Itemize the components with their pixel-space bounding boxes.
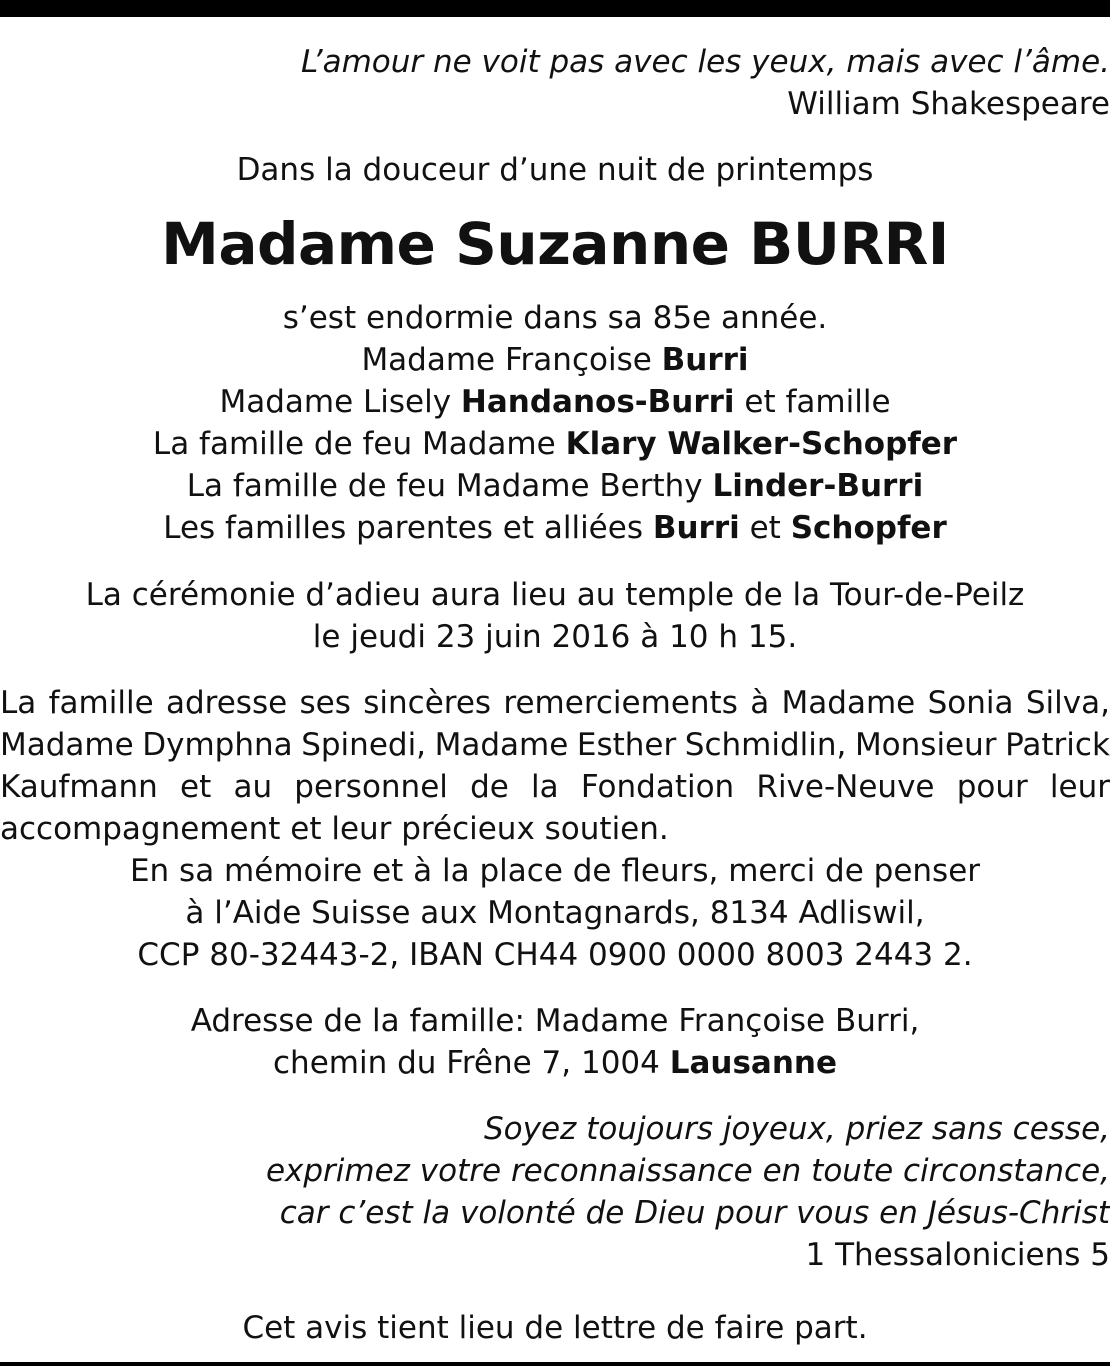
family-line bbox=[0, 466, 1110, 506]
bottom-border-rule bbox=[0, 1362, 1110, 1366]
address-city: Lausanne bbox=[669, 1045, 837, 1081]
deceased-name: Madame Suzanne BURRI bbox=[161, 210, 949, 278]
thanks-word: Schmidlin, bbox=[684, 727, 847, 763]
thanks-line-2 bbox=[0, 725, 1110, 765]
thanks-word: personnel bbox=[294, 769, 448, 805]
verse-line-1: Soyez toujours joyeux, priez sans cesse, bbox=[483, 1111, 1110, 1147]
thanks-word: de bbox=[470, 769, 509, 805]
family-prefix: Madame Françoise bbox=[361, 342, 662, 378]
thanks-word: pour bbox=[956, 769, 1028, 805]
thanks-word: Fondation bbox=[580, 769, 735, 805]
thanks-word: au bbox=[233, 769, 273, 805]
thanks-word: leur bbox=[1049, 769, 1110, 805]
thanks-word: Dymphna bbox=[142, 727, 293, 763]
thanks-line-3 bbox=[0, 767, 1110, 807]
thanks-word: La bbox=[0, 685, 37, 721]
thanks-word: Madame bbox=[781, 685, 916, 721]
family-prefix: La famille de feu Madame bbox=[152, 426, 566, 462]
family-line bbox=[0, 424, 1110, 464]
thanks-word: Rive-Neuve bbox=[756, 769, 935, 805]
thanks-word: Silva, bbox=[1025, 685, 1110, 721]
thanks-line-4: accompagnement et leur précieux soutien. bbox=[0, 811, 669, 847]
top-border-rule bbox=[0, 0, 1110, 17]
family-prefix: Les familles parentes et alliées bbox=[163, 510, 653, 546]
family-surname-2: Schopfer bbox=[790, 510, 947, 546]
address-line-2 bbox=[0, 1043, 1110, 1083]
quote-text: L’amour ne voit pas avec les yeux, mais avec l’âme. bbox=[301, 44, 1110, 80]
ceremony-line-1: La cérémonie d’adieu aura lieu au temple de la Tour-de-Peilz bbox=[85, 577, 1025, 613]
family-surname: Burri bbox=[652, 510, 740, 546]
age-line: s’est endormie dans sa 85e année. bbox=[282, 300, 828, 336]
thanks-word: remerciements bbox=[503, 685, 738, 721]
family-prefix: Madame Lisely bbox=[219, 384, 461, 420]
thanks-word: sincères bbox=[363, 685, 492, 721]
verse-line-2: exprimez votre reconnaissance en toute circonstance, bbox=[265, 1153, 1110, 1189]
ceremony-line-2: le jeudi 23 juin 2016 à 10 h 15. bbox=[312, 619, 798, 655]
family-surname: Klary Walker-Schopfer bbox=[565, 426, 958, 462]
thanks-word: Esther bbox=[576, 727, 677, 763]
thanks-word: et bbox=[180, 769, 212, 805]
donation-line-1: En sa mémoire et à la place de fleurs, merci de penser bbox=[129, 853, 981, 889]
family-surname: Handanos-Burri bbox=[460, 384, 735, 420]
family-surname: Linder-Burri bbox=[712, 468, 924, 504]
quote-author: William Shakespeare bbox=[787, 86, 1110, 122]
family-surname: Burri bbox=[661, 342, 749, 378]
family-line bbox=[0, 340, 1110, 380]
thanks-word: Patrick bbox=[1005, 727, 1110, 763]
family-conjunction: et bbox=[739, 510, 791, 546]
thanks-word: famille bbox=[48, 685, 154, 721]
thanks-word: Spinedi, bbox=[301, 727, 427, 763]
closing-line: Cet avis tient lieu de lettre de faire part. bbox=[242, 1310, 868, 1346]
donation-line-2: à l’Aide Suisse aux Montagnards, 8134 Adliswil, bbox=[185, 895, 925, 931]
thanks-word: à bbox=[750, 685, 770, 721]
thanks-word: Madame bbox=[0, 727, 134, 763]
verse-line-3: car c’est la volonté de Dieu pour vous en Jésus-Christ bbox=[279, 1195, 1110, 1231]
family-line bbox=[0, 382, 1110, 422]
address-line-1: Adresse de la famille: Madame Françoise Burri, bbox=[190, 1003, 920, 1039]
thanks-word: Sonia bbox=[927, 685, 1014, 721]
thanks-line-1 bbox=[0, 683, 1110, 723]
thanks-word: adresse bbox=[166, 685, 288, 721]
verse-reference: 1 Thessaloniciens 5 bbox=[805, 1237, 1110, 1273]
family-line bbox=[0, 508, 1110, 548]
donation-line-3: CCP 80-32443-2, IBAN CH44 0900 0000 8003 2443 2. bbox=[137, 937, 973, 973]
thanks-word: la bbox=[531, 769, 559, 805]
thanks-word: Kaufmann bbox=[0, 769, 158, 805]
family-suffix: et famille bbox=[734, 384, 891, 420]
address-street: chemin du Frêne 7, 1004 bbox=[273, 1045, 670, 1081]
family-prefix: La famille de feu Madame Berthy bbox=[186, 468, 713, 504]
thanks-word: Monsieur bbox=[854, 727, 997, 763]
thanks-word: Madame bbox=[434, 727, 569, 763]
intro-line: Dans la douceur d’une nuit de printemps bbox=[236, 152, 874, 188]
thanks-word: ses bbox=[299, 685, 351, 721]
